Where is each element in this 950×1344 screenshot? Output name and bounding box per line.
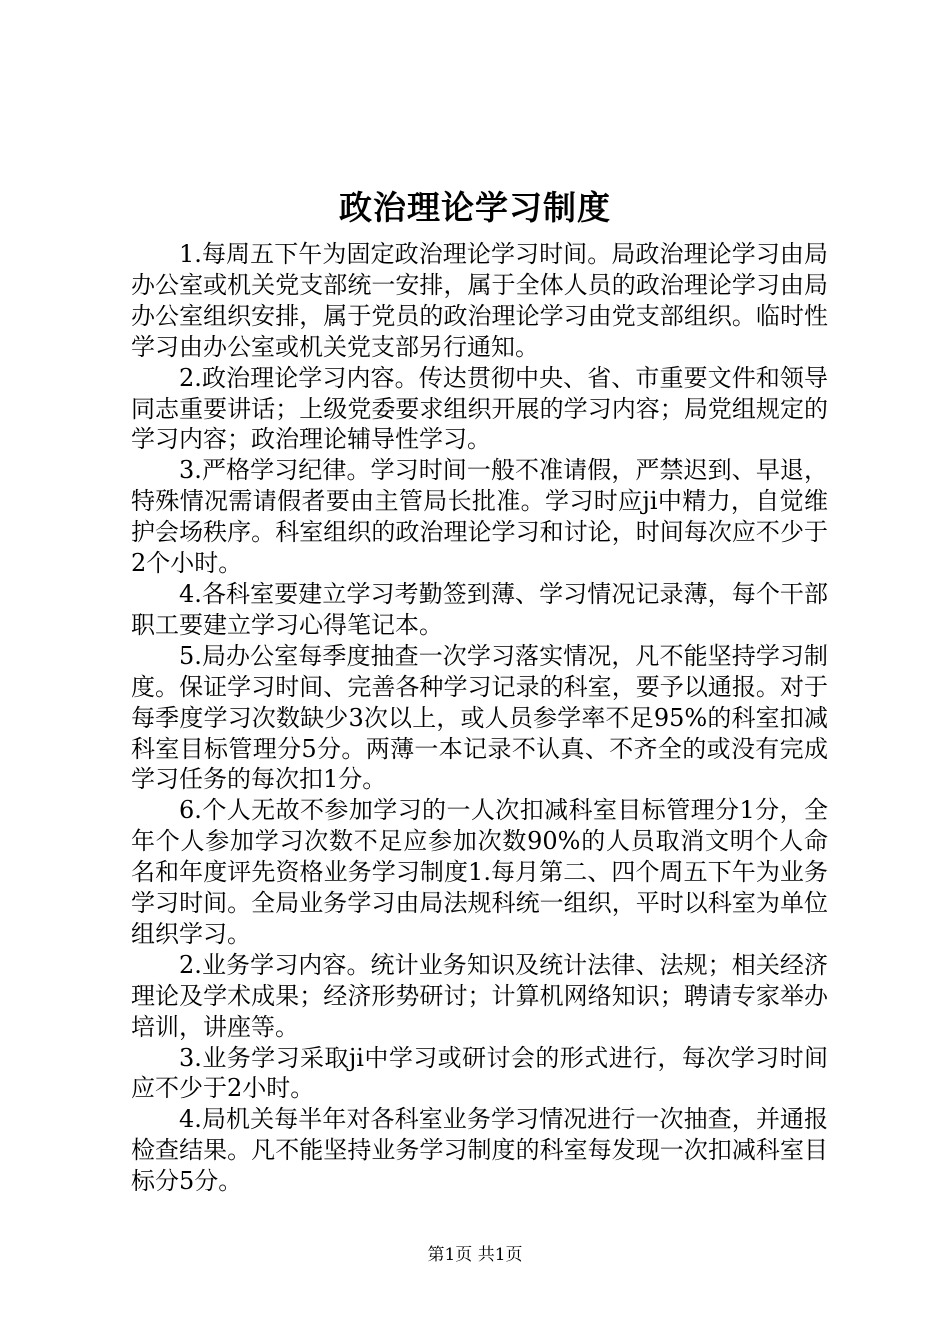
paragraph-4: 4.各科室要建立学习考勤签到薄、学习情况记录薄，每个干部职工要建立学习心得笔记本。 (131, 579, 828, 639)
paragraph-8: 3.业务学习采取ji中学习或研讨会的形式进行，每次学习时间应不少于2小时。 (131, 1043, 828, 1103)
paragraph-9: 4.局机关每半年对各科室业务学习情况进行一次抽查，并通报检查结果。凡不能坚持业务学习制度的科室每发现一次扣减科室目标分5分。 (131, 1105, 828, 1196)
paragraph-6: 6.个人无故不参加学习的一人次扣减科室目标管理分1分，全年个人参加学习次数不足应参加次数90%的人员取消文明个人命名和年度评先资格业务学习制度1.每月第二、四个周五下午为业务学习时间。全局业务学习由局法规科统一组织，平时以科室为单位组织学习。 (131, 796, 828, 948)
paragraph-7: 2.业务学习内容。统计业务知识及统计法律、法规；相关经济理论及学术成果；经济形势研讨；计算机网络知识；聘请专家举办培训，讲座等。 (131, 950, 828, 1041)
page-indicator: 第1页 共1页 (427, 1245, 523, 1265)
paragraph-5: 5.局办公室每季度抽查一次学习落实情况，凡不能坚持学习制度。保证学习时间、完善各种学习记录的科室，要予以通报。对于每季度学习次数缺少3次以上，或人员参学率不足95%的科室扣减科室目标管理分5分。两薄一本记录不认真、不齐全的或没有完成学习任务的每次扣1分。 (131, 641, 828, 794)
document-title: 政治理论学习制度 (339, 188, 611, 227)
paragraph-1: 1.每周五下午为固定政治理论学习时间。局政治理论学习由局办公室或机关党支部统一安排，属于全体人员的政治理论学习由局办公室组织安排，属于党员的政治理论学习由党支部组织。临时性学习由办公室或机关党支部另行通知。 (131, 240, 828, 361)
paragraph-3: 3.严格学习纪律。学习时间一般不准请假，严禁迟到、早退，特殊情况需请假者要由主管局长批准。学习时应ji中精力，自觉维护会场秩序。科室组织的政治理论学习和讨论，时间每次应不少于2个小时。 (131, 456, 828, 578)
page-footer (0, 1244, 950, 1266)
document-body (131, 239, 828, 1197)
paragraph-2: 2.政治理论学习内容。传达贯彻中央、省、市重要文件和领导同志重要讲话；上级党委要求组织开展的学习内容；局党组规定的学习内容；政治理论辅导性学习。 (131, 363, 828, 454)
